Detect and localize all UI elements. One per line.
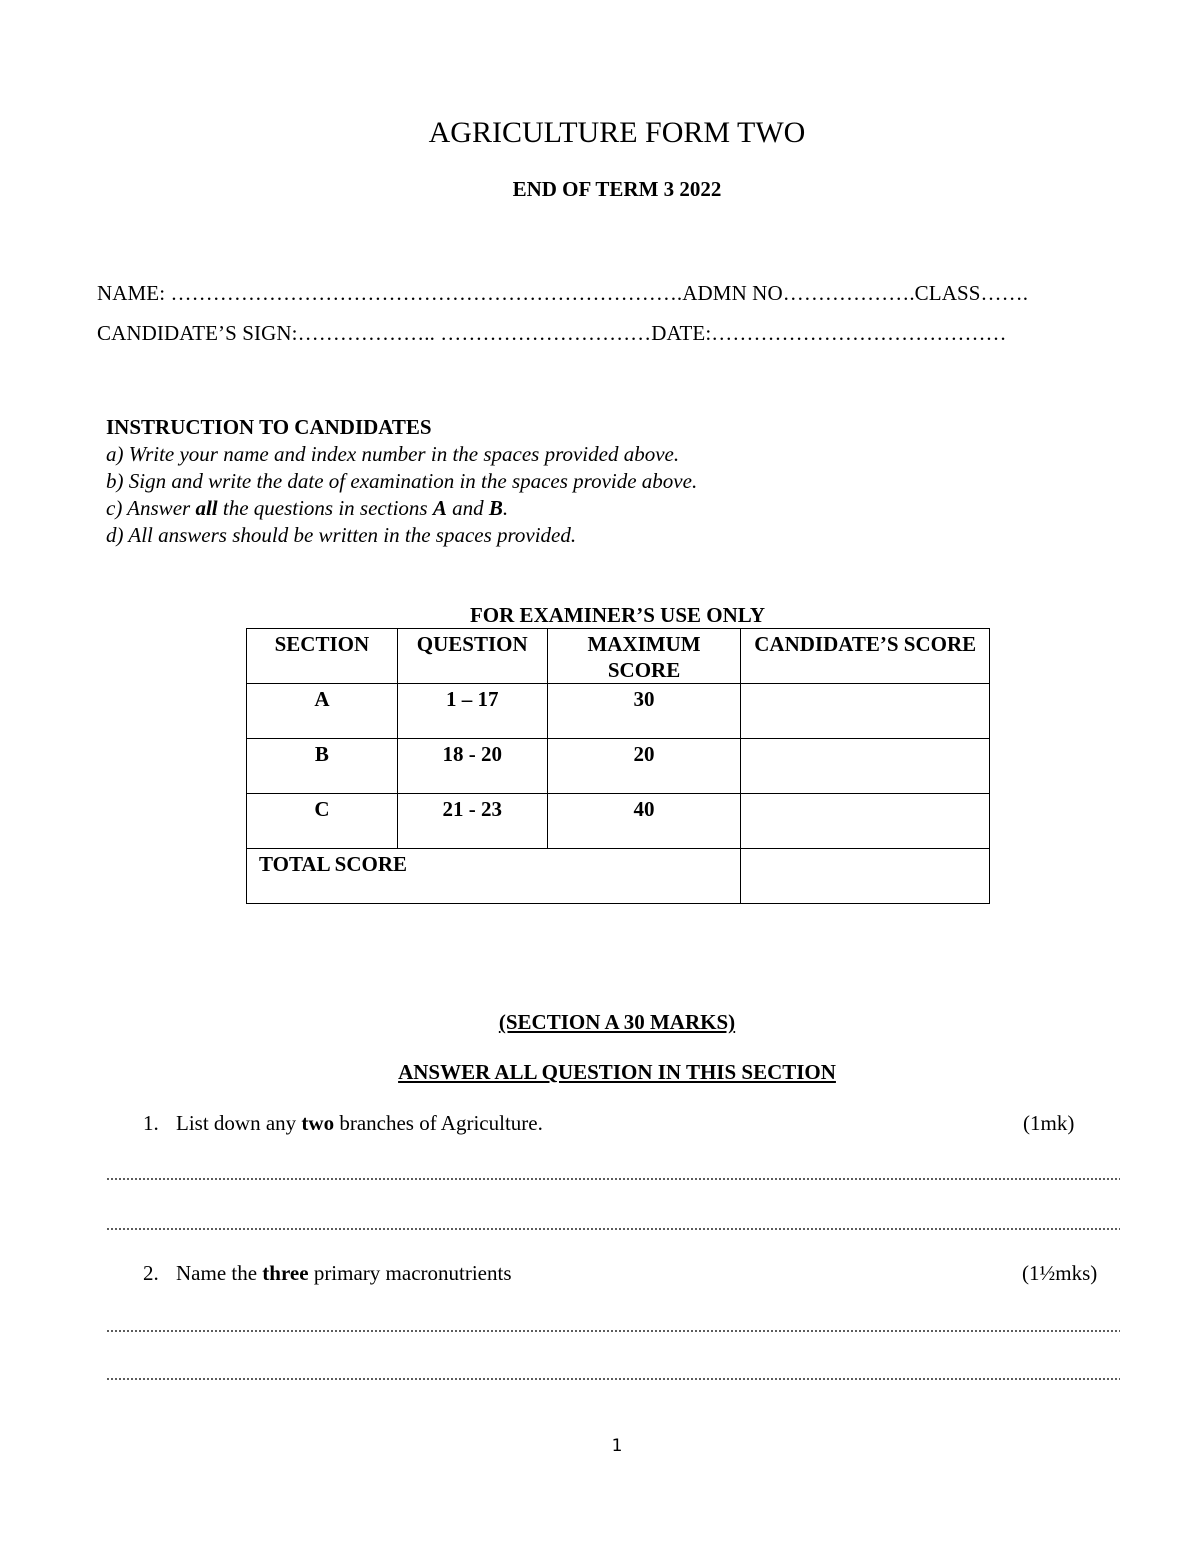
total-row	[247, 849, 990, 904]
row-section: C	[247, 794, 398, 849]
table-row	[247, 794, 990, 849]
row-candidate-score[interactable]	[741, 739, 990, 794]
page-number: 1	[611, 1436, 623, 1456]
question-1-number: 1.	[143, 1111, 159, 1135]
instructions-heading: INSTRUCTION TO CANDIDATES	[106, 415, 432, 439]
answer-line[interactable]	[106, 1378, 1120, 1380]
total-score-label: TOTAL SCORE	[247, 849, 741, 904]
header-question: QUESTION	[397, 629, 547, 684]
question-2-number: 2.	[143, 1261, 159, 1285]
row-section: A	[247, 684, 398, 739]
question-2-text: Name the three primary macronutrients	[176, 1261, 512, 1285]
name-admn-class-line: NAME: ……………………………………………………………….ADMN NO……………….CLASS…….	[97, 281, 1029, 305]
question-1-text: List down any two branches of Agriculture.	[176, 1111, 543, 1135]
instruction-d: d) All answers should be written in the spaces provided.	[106, 523, 577, 547]
question-1-marks: (1mk)	[1023, 1111, 1075, 1135]
answer-line[interactable]	[106, 1178, 1120, 1180]
instruction-c: c) Answer all the questions in sections A and B.	[106, 496, 509, 520]
table-row	[247, 684, 990, 739]
table-header-row	[247, 629, 990, 684]
section-a-instruction: ANSWER ALL QUESTION IN THIS SECTION	[398, 1060, 836, 1084]
row-candidate-score[interactable]	[741, 684, 990, 739]
row-question: 21 - 23	[397, 794, 547, 849]
document-subtitle: END OF TERM 3 2022	[512, 177, 722, 201]
header-candidate-score: CANDIDATE’S SCORE	[741, 629, 990, 684]
total-score-value[interactable]	[741, 849, 990, 904]
instruction-a: a) Write your name and index number in the spaces provided above.	[106, 442, 680, 466]
answer-line[interactable]	[106, 1228, 1120, 1230]
row-section: B	[247, 739, 398, 794]
examiner-score-table	[246, 628, 990, 904]
document-title: AGRICULTURE FORM TWO	[428, 116, 806, 149]
row-candidate-score[interactable]	[741, 794, 990, 849]
table-row	[247, 739, 990, 794]
header-maximum-score: MAXIMUM SCORE	[547, 629, 741, 684]
section-a-heading: (SECTION A 30 MARKS)	[498, 1010, 736, 1034]
header-section: SECTION	[247, 629, 398, 684]
question-2-marks: (1½mks)	[1022, 1261, 1098, 1285]
sign-date-line: CANDIDATE’S SIGN:……………….. …………………………DATE:……………………………………	[97, 321, 1007, 345]
row-max-score: 20	[547, 739, 741, 794]
examiner-use-heading: FOR EXAMINER’S USE ONLY	[469, 603, 765, 627]
row-max-score: 40	[547, 794, 741, 849]
row-question: 1 – 17	[397, 684, 547, 739]
instruction-b: b) Sign and write the date of examination in the spaces provide above.	[106, 469, 698, 493]
row-question: 18 - 20	[397, 739, 547, 794]
row-max-score: 30	[547, 684, 741, 739]
answer-line[interactable]	[106, 1330, 1120, 1332]
instructions-block	[106, 414, 697, 549]
